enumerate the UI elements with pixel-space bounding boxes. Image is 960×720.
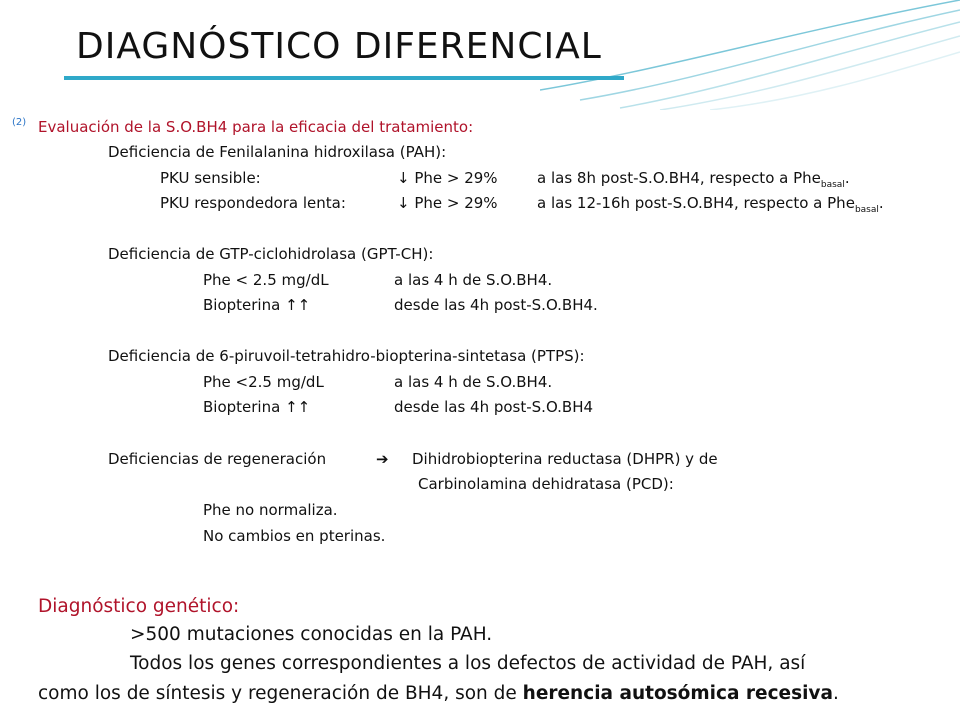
row-label: Phe < 2.5 mg/dL: [203, 271, 329, 289]
row-right: a las 8h post-S.O.BH4, respecto a Phe$_{basal}$.: [537, 169, 850, 190]
row-right: a las 4 h de S.O.BH4.: [394, 373, 553, 391]
genetic-line-3: como los de síntesis y regeneración de BH4, son de herencia autosómica recesiva.: [38, 683, 839, 704]
row-label: PKU respondedora lenta:: [160, 194, 346, 212]
section-header-right: Dihidrobiopterina reductasa (DHPR) y de: [412, 450, 718, 468]
genetic-line-2: Todos los genes correspondientes a los defectos de actividad de PAH, así: [130, 653, 806, 674]
section-header-regeneration: Deficiencias de regeneración: [108, 450, 327, 468]
inheritance-emphasis: herencia autosómica recesiva: [522, 683, 833, 704]
genetic-line-1: >500 mutaciones conocidas en la PAH.: [130, 624, 493, 645]
row-right: a las 4 h de S.O.BH4.: [394, 271, 553, 289]
slide-title: DIAGNÓSTICO DIFERENCIAL: [76, 26, 602, 67]
section-header-right2: Carbinolamina dehidratasa (PCD):: [418, 475, 674, 493]
row-label: PKU sensible:: [160, 169, 261, 187]
genetic-heading: Diagnóstico genético:: [38, 596, 240, 617]
section-header-gtp: Deficiencia de GTP-ciclohidrolasa (GPT-CH):: [108, 245, 434, 263]
arrow-icon: ➔: [376, 450, 389, 468]
row-right: a las 12-16h post-S.O.BH4, respecto a Phe$_{basal}$.: [537, 194, 884, 215]
row-mid: ↓ Phe > 29%: [397, 169, 498, 187]
row-right: desde las 4h post-S.O.BH4: [394, 398, 594, 416]
row-label: Biopterina ↑↑: [203, 398, 311, 416]
evaluation-heading: Evaluación de la S.O.BH4 para la eficacia del tratamiento:: [38, 118, 474, 136]
section-header-pah: Deficiencia de Fenilalanina hidroxilasa (PAH):: [108, 143, 447, 161]
row-label: No cambios en pterinas.: [203, 527, 386, 545]
row-right: desde las 4h post-S.O.BH4.: [394, 296, 598, 314]
reference-marker: (2): [12, 117, 27, 128]
row-mid: ↓ Phe > 29%: [397, 194, 498, 212]
section-header-ptps: Deficiencia de 6-piruvoil-tetrahidro-biopterina-sintetasa (PTPS):: [108, 347, 585, 365]
title-underline: [64, 76, 624, 80]
row-label: Phe no normaliza.: [203, 501, 338, 519]
decorative-swoosh: [540, 0, 960, 110]
row-label: Phe <2.5 mg/dL: [203, 373, 324, 391]
row-label: Biopterina ↑↑: [203, 296, 311, 314]
